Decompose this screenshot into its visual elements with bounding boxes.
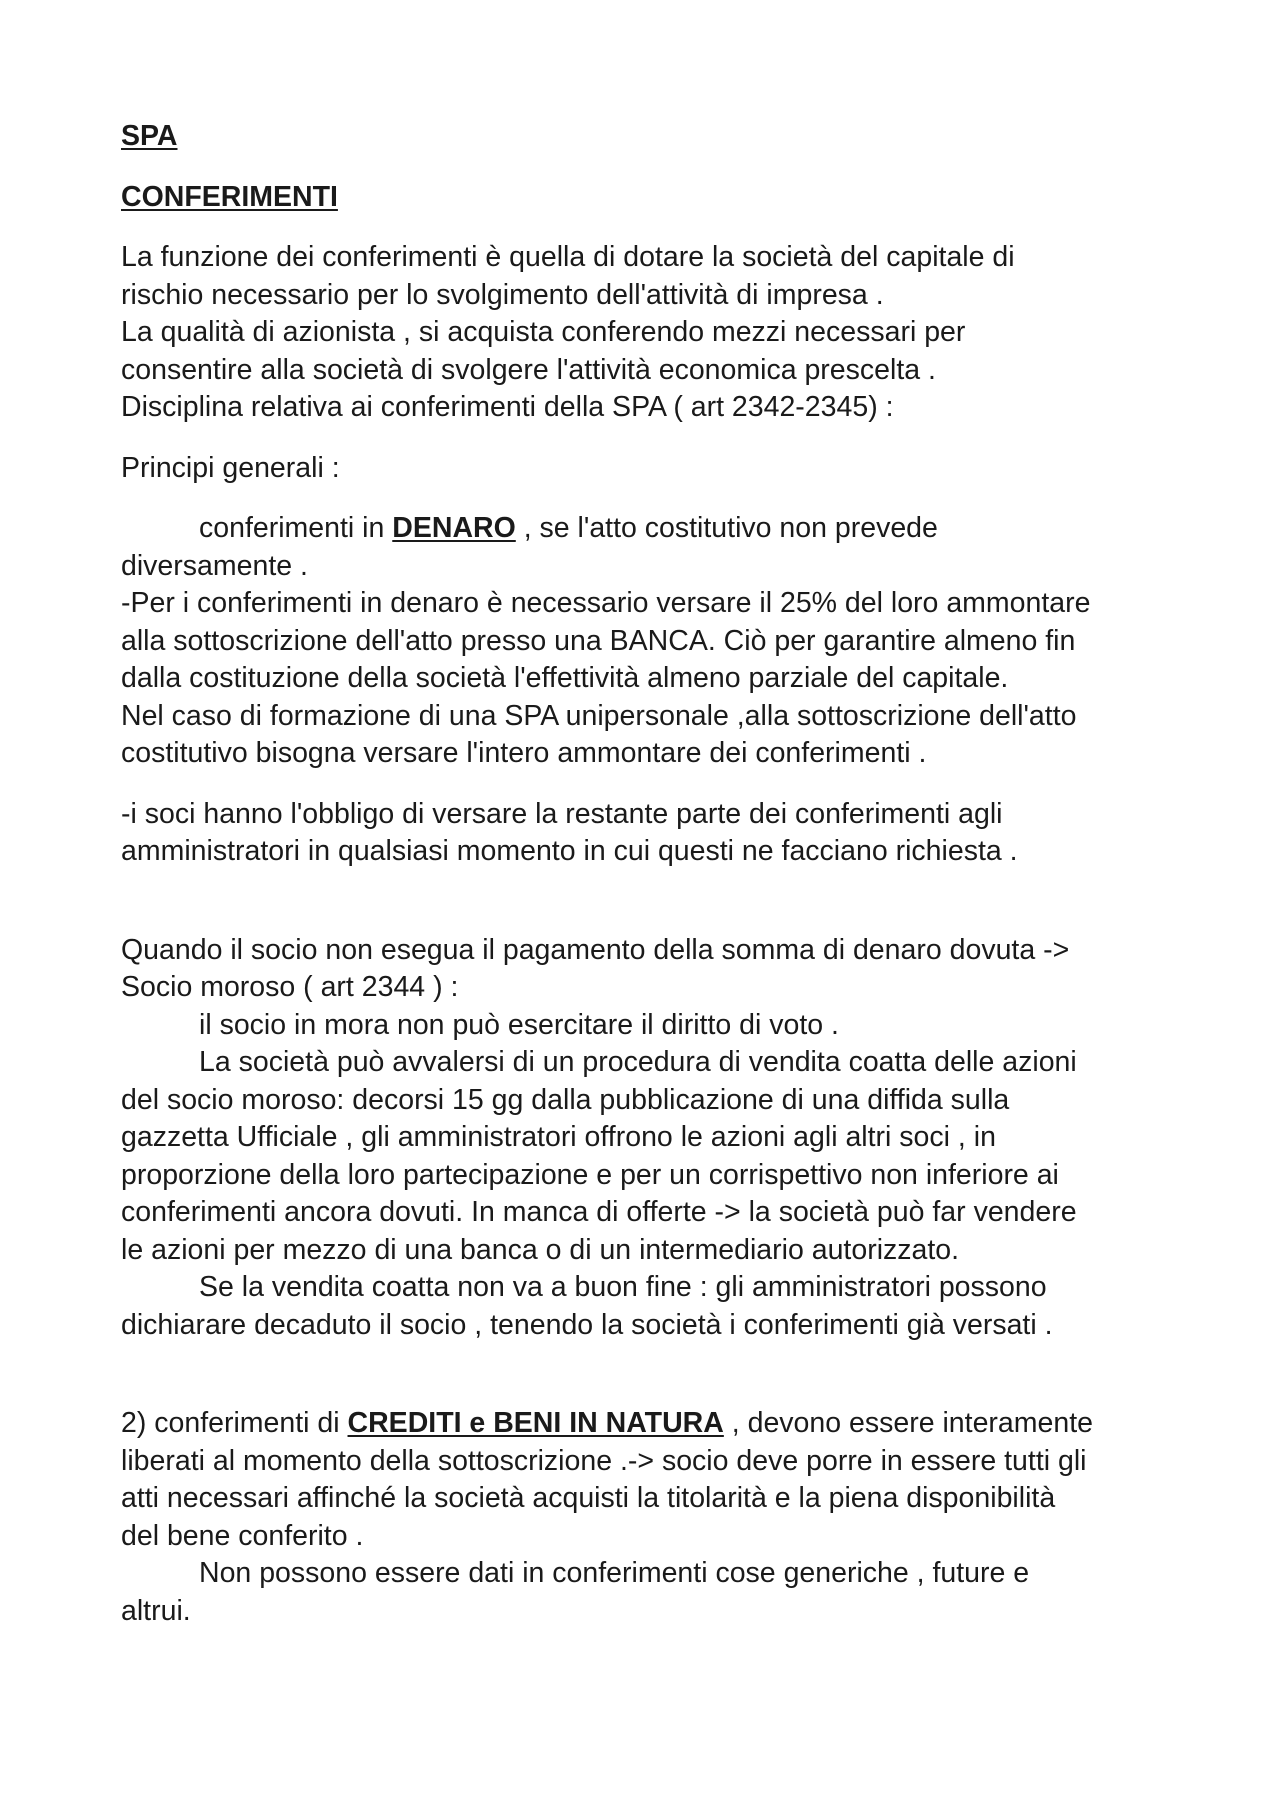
text-line: gazzetta Ufficiale , gli amministratori offrono le azioni agli altri soci , in bbox=[121, 1121, 996, 1153]
text-line bbox=[121, 1405, 1181, 1443]
text-line: costitutivo bisogna versare l'intero ammontare dei conferimenti . bbox=[121, 737, 927, 769]
text-line: -i soci hanno l'obbligo di versare la restante parte dei conferimenti agli bbox=[121, 797, 1003, 830]
text-line: dichiarare decaduto il socio , tenendo la società i conferimenti già versati . bbox=[121, 1308, 1053, 1341]
text-line: conferimenti ancora dovuti. In manca di offerte -> la società può far vendere bbox=[121, 1196, 1077, 1228]
text-span: conferimenti in bbox=[199, 512, 393, 544]
text-line: le azioni per mezzo di una banca o di un intermediario autorizzato. bbox=[121, 1233, 960, 1266]
document-title: SPA bbox=[121, 120, 178, 152]
text-line: Non possono essere dati in conferimenti cose generiche , future e bbox=[199, 1557, 1030, 1589]
principles-label: Principi generali : bbox=[121, 451, 340, 484]
text-line: La qualità di azionista , si acquista conferendo mezzi necessari per bbox=[121, 316, 966, 348]
text-line: il socio in mora non può esercitare il diritto di voto . bbox=[199, 1008, 839, 1041]
text-line bbox=[121, 510, 1181, 548]
text-line: consentire alla società di svolgere l'attività economica prescelta . bbox=[121, 353, 936, 386]
keyword-crediti: CREDITI e BENI IN NATURA bbox=[347, 1407, 724, 1439]
obligation-paragraph bbox=[121, 796, 1181, 871]
text-line: liberati al momento della sottoscrizione .-> socio deve porre in essere tutti gli bbox=[121, 1444, 1087, 1477]
document-page bbox=[121, 118, 1181, 1630]
text-line: -Per i conferimenti in denaro è necessario versare il 25% del loro ammontare bbox=[121, 587, 1091, 619]
text-line: Nel caso di formazione di una SPA unipersonale ,alla sottoscrizione dell'atto bbox=[121, 699, 1077, 732]
keyword-denaro: DENARO bbox=[392, 512, 516, 544]
text-span: 2) conferimenti di bbox=[121, 1407, 348, 1439]
text-line: proporzione della loro partecipazione e per un corrispettivo non inferiore ai bbox=[121, 1158, 1059, 1191]
text-line: La funzione dei conferimenti è quella di dotare la società del capitale di bbox=[121, 241, 1015, 273]
text-line: dalla costituzione della società l'effettività almeno parziale del capitale. bbox=[121, 662, 1009, 694]
moroso-paragraph bbox=[121, 932, 1181, 1345]
text-line: diversamente . bbox=[121, 549, 308, 582]
text-line: amministratori in qualsiasi momento in cui questi ne facciano richiesta . bbox=[121, 835, 1018, 867]
denaro-paragraph bbox=[121, 510, 1181, 773]
text-line: del bene conferito . bbox=[121, 1519, 364, 1552]
text-span: , se l'atto costitutivo non prevede bbox=[515, 512, 938, 544]
section-heading: CONFERIMENTI bbox=[121, 180, 338, 213]
intro-paragraph bbox=[121, 239, 1181, 427]
text-line: altrui. bbox=[121, 1594, 191, 1627]
text-line: alla sottoscrizione dell'atto presso una BANCA. Ciò per garantire almeno fin bbox=[121, 624, 1076, 657]
text-line: del socio moroso: decorsi 15 gg dalla pubblicazione di una diffida sulla bbox=[121, 1083, 1010, 1116]
text-line: atti necessari affinché la società acquisti la titolarità e la piena disponibilità bbox=[121, 1482, 1056, 1514]
text-line: Se la vendita coatta non va a buon fine : gli amministratori possono bbox=[199, 1271, 1047, 1303]
text-span: , devono essere interamente bbox=[723, 1407, 1093, 1439]
text-line: Socio moroso ( art 2344 ) : bbox=[121, 971, 459, 1003]
text-line: Quando il socio non esegua il pagamento della somma di denaro dovuta -> bbox=[121, 933, 1070, 966]
text-line: La società può avvalersi di un procedura di vendita coatta delle azioni bbox=[199, 1046, 1077, 1078]
text-line: rischio necessario per lo svolgimento dell'attività di impresa . bbox=[121, 278, 884, 311]
crediti-paragraph bbox=[121, 1405, 1181, 1630]
text-line: Disciplina relativa ai conferimenti della SPA ( art 2342-2345) : bbox=[121, 391, 894, 423]
